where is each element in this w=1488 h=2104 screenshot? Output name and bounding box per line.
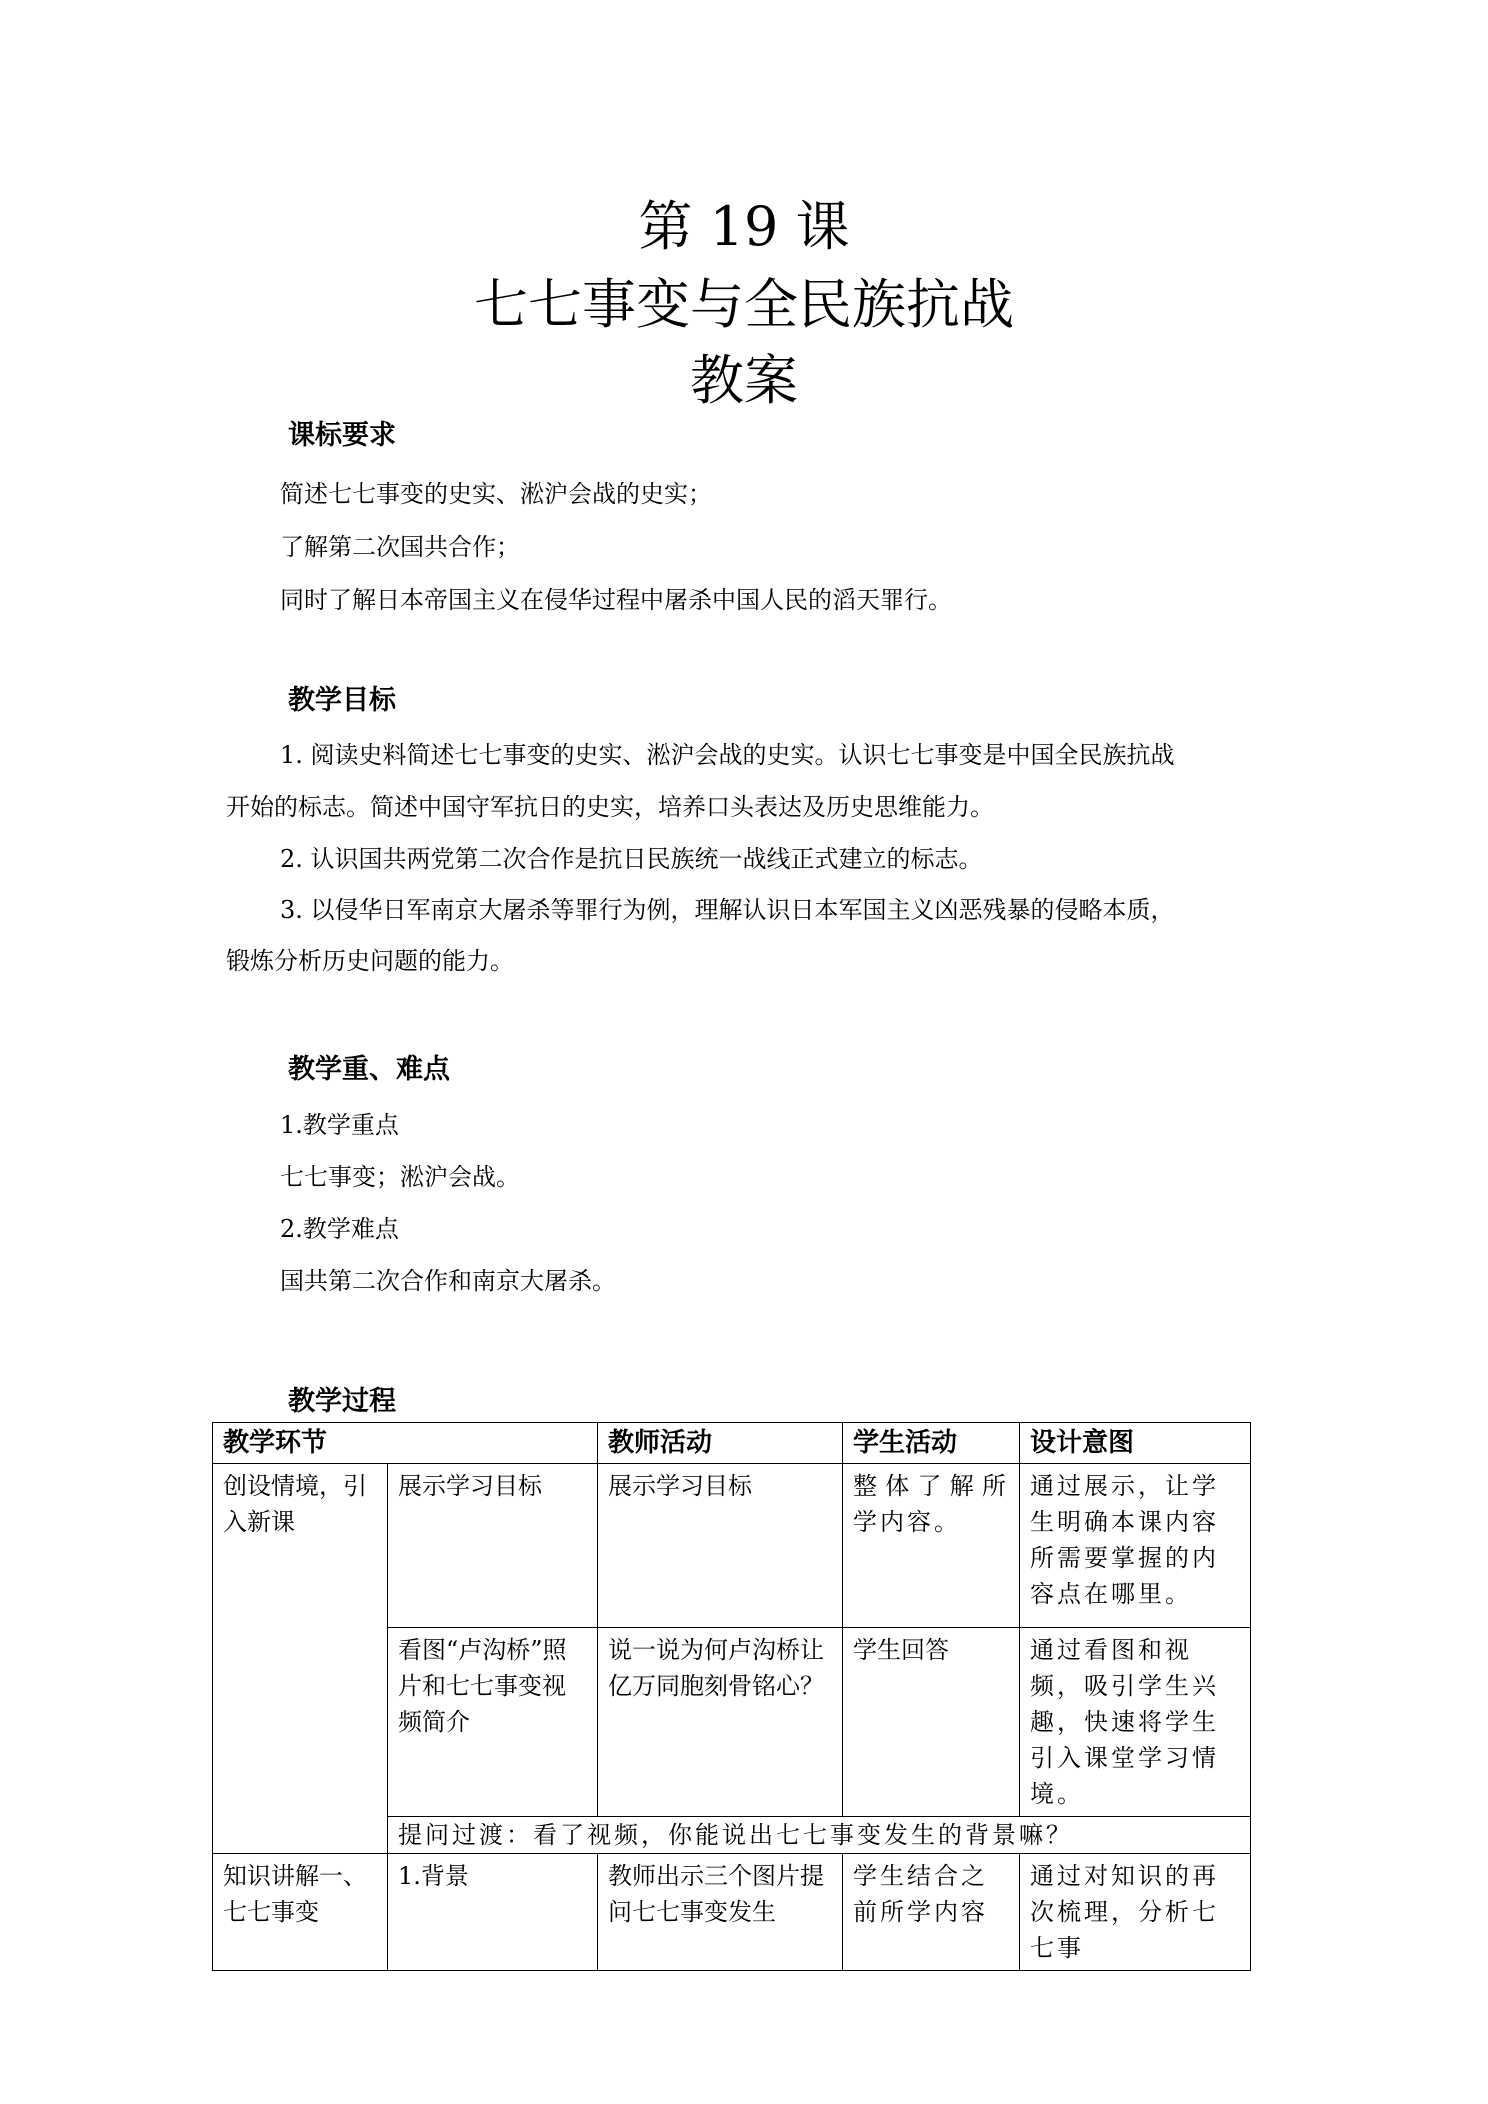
cell-step: 展示学习目标 [388,1464,598,1628]
cell-intent: 通过展示，让学生明确本课内容所需要掌握的内容点在哪里。 [1020,1464,1251,1628]
goals-heading: 教学目标 [288,685,396,716]
lesson-name-title: 七七事变与全民族抗战 [474,273,1014,336]
goal-item-2: 2. 认识国共两党第二次合作是抗日民族统一战线正式建立的标志。 [280,845,983,873]
cell-teacher: 教师出示三个图片提问七七事变发生 [598,1854,843,1971]
standards-item-2: 了解第二次国共合作； [280,533,520,561]
lesson-number-title: 第 19 课 [638,195,850,258]
key-point-label: 1.教学重点 [280,1111,399,1139]
cell-student: 学生回答 [843,1628,1020,1817]
cell-stage: 知识讲解一、七七事变 [213,1854,388,1971]
cell-intent: 通过对知识的再次梳理，分析七七事 [1020,1854,1251,1971]
cell-intent: 通过看图和视频，吸引学生兴趣，快速将学生引入课堂学习情境。 [1020,1628,1251,1817]
header-teacher: 教师活动 [598,1423,843,1464]
standards-item-1: 简述七七事变的史实、淞沪会战的史实； [280,480,712,508]
key-points-heading: 教学重、难点 [288,1054,450,1085]
process-heading: 教学过程 [288,1386,396,1417]
cell-step: 看图“卢沟桥”照片和七七事变视频简介 [388,1628,598,1817]
header-student: 学生活动 [843,1423,1020,1464]
standards-heading: 课标要求 [288,420,396,451]
lesson-plan-title: 教案 [690,349,798,412]
cell-teacher: 说一说为何卢沟桥让亿万同胞刻骨铭心？ [598,1628,843,1817]
cell-teacher: 展示学习目标 [598,1464,843,1628]
key-point-text: 七七事变；淞沪会战。 [280,1163,520,1191]
cell-step: 1.背景 [388,1854,598,1971]
goal-item-3-line-2: 锻炼分析历史问题的能力。 [226,947,514,975]
cell-student: 整体了解所学内容。 [843,1464,1020,1628]
header-stage: 教学环节 [213,1423,598,1464]
goal-item-1-line-2: 开始的标志。简述中国守军抗日的史实，培养口头表达及历史思维能力。 [226,793,994,821]
header-intent: 设计意图 [1020,1423,1251,1464]
cell-student: 学生结合之前所学内容 [843,1854,1020,1971]
table-row [213,1464,1251,1628]
standards-item-3: 同时了解日本帝国主义在侵华过程中屠杀中国人民的滔天罪行。 [280,586,952,614]
process-table [212,1422,1251,1971]
goal-item-3-line-1: 3. 以侵华日军南京大屠杀等罪行为例，理解认识日本军国主义凶恶残暴的侵略本质， [280,896,1175,924]
cell-transition: 提问过渡：看了视频，你能说出七七事变发生的背景嘛？ [388,1817,1251,1854]
table-row [213,1854,1251,1971]
difficult-point-label: 2.教学难点 [280,1215,399,1243]
table-header-row [213,1423,1251,1464]
goal-item-1-line-1: 1. 阅读史料简述七七事变的史实、淞沪会战的史实。认识七七事变是中国全民族抗战 [280,741,1175,769]
difficult-point-text: 国共第二次合作和南京大屠杀。 [280,1267,616,1295]
cell-stage: 创设情境，引入新课 [213,1464,388,1854]
